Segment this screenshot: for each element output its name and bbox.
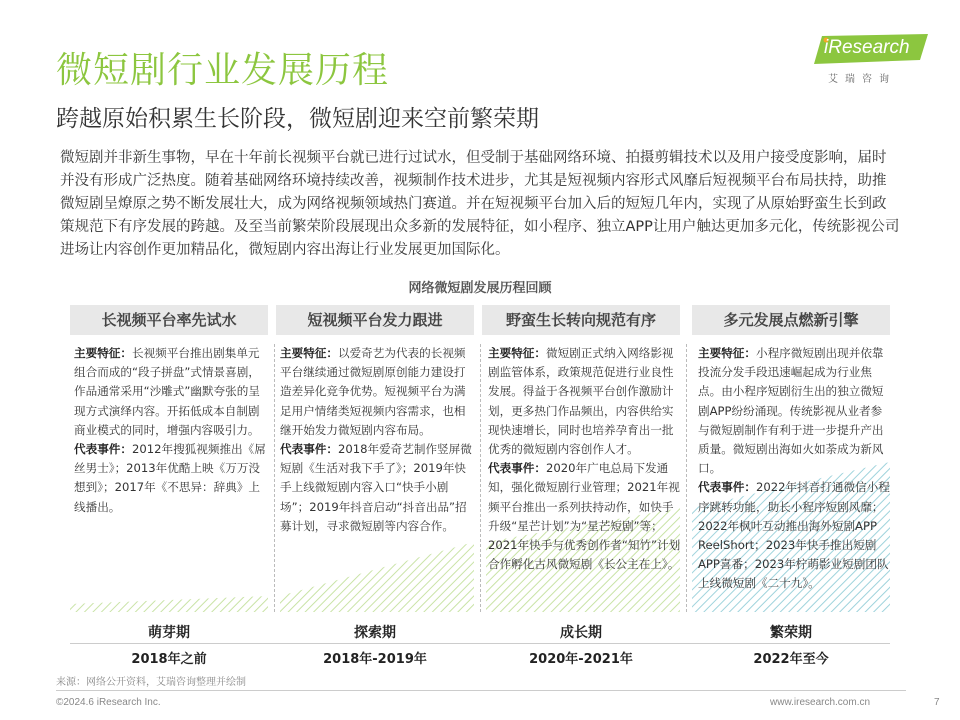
stage-name-4: 繁荣期 — [770, 625, 812, 641]
phase-feature — [280, 344, 474, 440]
feature-label: 主要特征： — [698, 346, 756, 360]
stage-name-2: 探索期 — [354, 625, 396, 641]
page-subtitle: 跨越原始积累生长阶段，微短剧迎来空前繁荣期 — [56, 106, 539, 132]
event-label: 代表事件： — [280, 442, 338, 457]
intro-paragraph: 微短剧并非新生事物，早在十年前长视频平台就已进行过试水，但受制于基础网络环境、拍摄剪辑技术以及用户接受度影响，届时并没有形成广泛热度。随着基础网络环境持续改善，视频制作技术进步，尤其是短视频内容形式风靡后短视频平台布局扶持，助推微短剧呈燎原之势不断发展壮大，成为网络视频领域热门赛道。并在短视频平台加入后的短短几年内，实现了从原始野蛮生长到政策规范下有序发展的跨越。及至当前繁荣阶段展现出众多新的发展特征，如小程序、独立APP让用户触达更加多元化，传统影视公司进场让内容创作更加精品化，微短剧内容出海让行业发展更加国际化。 — [60, 150, 900, 258]
source-note: 来源：网络公开资料，艾瑞咨询整理并绘制 — [56, 677, 246, 688]
phase-event — [280, 440, 474, 536]
phase-body-3 — [488, 344, 682, 574]
phase-header-3: 野蛮生长转向规范有序 — [482, 305, 680, 335]
timeline-section-title: 网络微短剧发展历程回顾 — [408, 281, 552, 296]
stage-years-3: 2020年-2021年 — [529, 652, 633, 667]
phase-event — [488, 459, 682, 574]
page-title: 微短剧行业发展历程 — [56, 50, 390, 91]
stage-name-3: 成长期 — [560, 625, 602, 641]
stage-years-2: 2018年-2019年 — [323, 652, 427, 667]
feature-label: 主要特征： — [280, 346, 338, 360]
logo-brand-text: iResearch — [824, 37, 910, 58]
feature-text: 小程序微短剧出现并依靠投流分发手段迅速崛起成为行业焦点。由小程序短剧衍生出的独立微短剧APP纷纷涌现。传统影视从业者参与微短剧制作有利于进一步提升产出质量。微短剧出海如火如荼成为新风口。 — [698, 346, 884, 476]
stage-baseline — [70, 643, 890, 644]
stage-years-4: 2022年至今 — [753, 652, 829, 667]
event-text: 2022年抖音打通微信小程序跳转功能，助长小程序短剧风靡；2022年枫叶互动推出海外短剧APP ReelShort；2023年快手推出短剧APP喜番；2023年柠萌影业短剧团队上线微短剧《二十九》。 — [698, 480, 890, 591]
column-divider — [686, 344, 687, 612]
phase-header-1: 长视频平台率先试水 — [70, 305, 268, 335]
event-label: 代表事件： — [74, 442, 132, 457]
phase-body-2 — [280, 344, 474, 536]
site-url: www.iresearch.com.cn — [770, 697, 871, 708]
phase-feature — [488, 344, 682, 459]
event-text: 2020年广电总局下发通知，强化微短剧行业管理；2021年视频平台推出一系列扶持动作，如快手升级“星芒计划”为“星芒短剧”等；2021年快手与优秀创作者“知竹”计划合作孵化古风微短剧《长公主在上》。 — [488, 461, 681, 572]
feature-text: 微短剧正式纳入网络影视剧监管体系，政策规范促进行业良性发展。得益于各视频平台创作激励计划，更多热门作品频出，内容供给实现快速增长，同时也培养孕育出一批优秀的微短剧内容创作人才。 — [488, 346, 674, 457]
stage-name-1: 萌芽期 — [148, 625, 190, 641]
phase-feature — [74, 344, 268, 440]
footer-divider — [56, 690, 906, 691]
phase-header-4: 多元发展点燃新引擎 — [692, 305, 890, 335]
logo-cn-text: 艾瑞咨询 — [828, 74, 896, 85]
column-divider — [480, 344, 481, 612]
phase-event — [698, 478, 892, 593]
feature-text: 长视频平台推出剧集单元组合而成的“段子拼盘”式情景喜剧，作品通常采用“沙雕式”幽默夸张的呈现方式演绎内容。开拓低成本自制剧商业模式的同时，增强内容吸引力。 — [74, 346, 260, 437]
phase-body-4 — [698, 344, 892, 594]
event-label: 代表事件： — [488, 461, 546, 476]
phase-feature — [698, 344, 892, 478]
copyright-text: ©2024.6 iResearch Inc. — [56, 697, 161, 708]
page-number: 7 — [934, 697, 940, 708]
stage-hatch-1 — [70, 596, 268, 612]
phase-event — [74, 440, 268, 517]
phase-body-1 — [74, 344, 268, 517]
stage-hatch-2 — [280, 542, 474, 612]
event-text: 2012年搜狐视频推出《屌丝男士》；2013年优酷上映《万万没想到》；2017年《不思异：辞典》上线播出。 — [74, 442, 266, 514]
event-label: 代表事件： — [698, 480, 756, 495]
feature-label: 主要特征： — [74, 346, 132, 360]
event-text: 2018年爱奇艺制作竖屏微短剧《生活对我下手了》；2019年快手上线微短剧内容入口“快手小剧场”；2019年抖音启动“抖音出品”招募计划，寻求微短剧等内容合作。 — [280, 442, 472, 533]
phase-header-2: 短视频平台发力跟进 — [276, 305, 474, 335]
feature-text: 以爱奇艺为代表的长视频平台继续通过微短剧原创能力建设打造差异化竞争优势。短视频平台为满足用户情绪类短视频内容需求，也相继开始发力微短剧内容布局。 — [280, 346, 466, 437]
column-divider — [274, 344, 275, 612]
stage-years-1: 2018年之前 — [131, 652, 207, 667]
feature-label: 主要特征： — [488, 346, 546, 360]
